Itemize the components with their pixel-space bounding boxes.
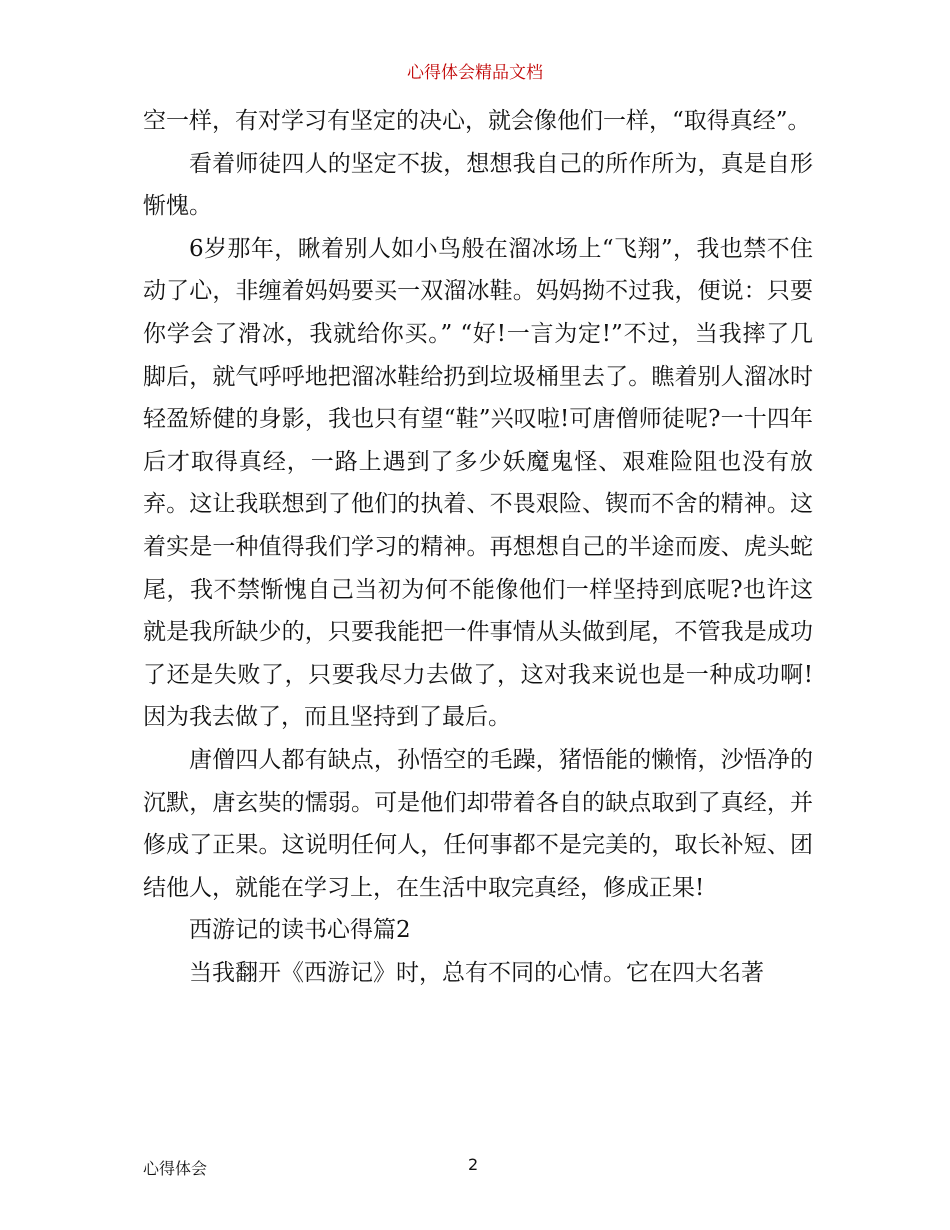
document-body bbox=[143, 100, 813, 994]
paragraph-1: 空一样，有对学习有坚定的决心，就会像他们一样，“取得真经”。 bbox=[143, 108, 811, 134]
paragraph-4: 唐僧四人都有缺点，孙悟空的毛躁，猪悟能的懒惰，沙悟净的沉默，唐玄奘的懦弱。可是他们却带着各自的缺点取到了真经，并修成了正果。这说明任何人，任何事都不是完美的，取长补短、团结他人，就能在学习上，在生活中取完真经，修成正果! bbox=[143, 746, 813, 901]
section-heading: 西游记的读书心得篇2 bbox=[189, 917, 411, 944]
page-number: 2 bbox=[468, 1155, 479, 1174]
page-header-title: 心得体会精品文档 bbox=[407, 63, 543, 83]
footer-label: 心得体会 bbox=[143, 1159, 208, 1178]
paragraph-5: 当我翻开《西游记》时，总有不同的心情。它在四大名著 bbox=[189, 959, 764, 986]
paragraph-3: 6岁那年，瞅着别人如小鸟般在溜冰场上“飞翔”，我也禁不住动了心，非缠着妈妈要买一双溜冰鞋。妈妈拗不过我，便说：只要你学会了滑冰，我就给你买。” “好!一言为定!”不过，当我摔了几脚后，就气呼呼地把溜冰鞋给扔到垃圾桶里去了。瞧着别人溜冰时轻盈矫健的身影，我也只有望“鞋”兴叹啦!可唐僧师徒呢?一十四年后才取得真经，一路上遇到了多少妖魔鬼怪、艰难险阻也没有放弃。这让我联想到了他们的执着、不畏艰险、锲而不舍的精神。这着实是一种值得我们学习的精神。再想想自己的半途而废、虎头蛇尾，我不禁惭愧自己当初为何不能像他们一样坚持到底呢?也许这就是我所缺少的，只要我能把一件事情从头做到尾，不管我是成功了还是失败了，只要我尽力去做了，这对我来说也是一种成功啊!因为我去做了，而且坚持到了最后。 bbox=[143, 235, 813, 731]
paragraph-2: 看着师徒四人的坚定不拔，想想我自己的所作所为，真是自形惭愧。 bbox=[143, 150, 813, 220]
